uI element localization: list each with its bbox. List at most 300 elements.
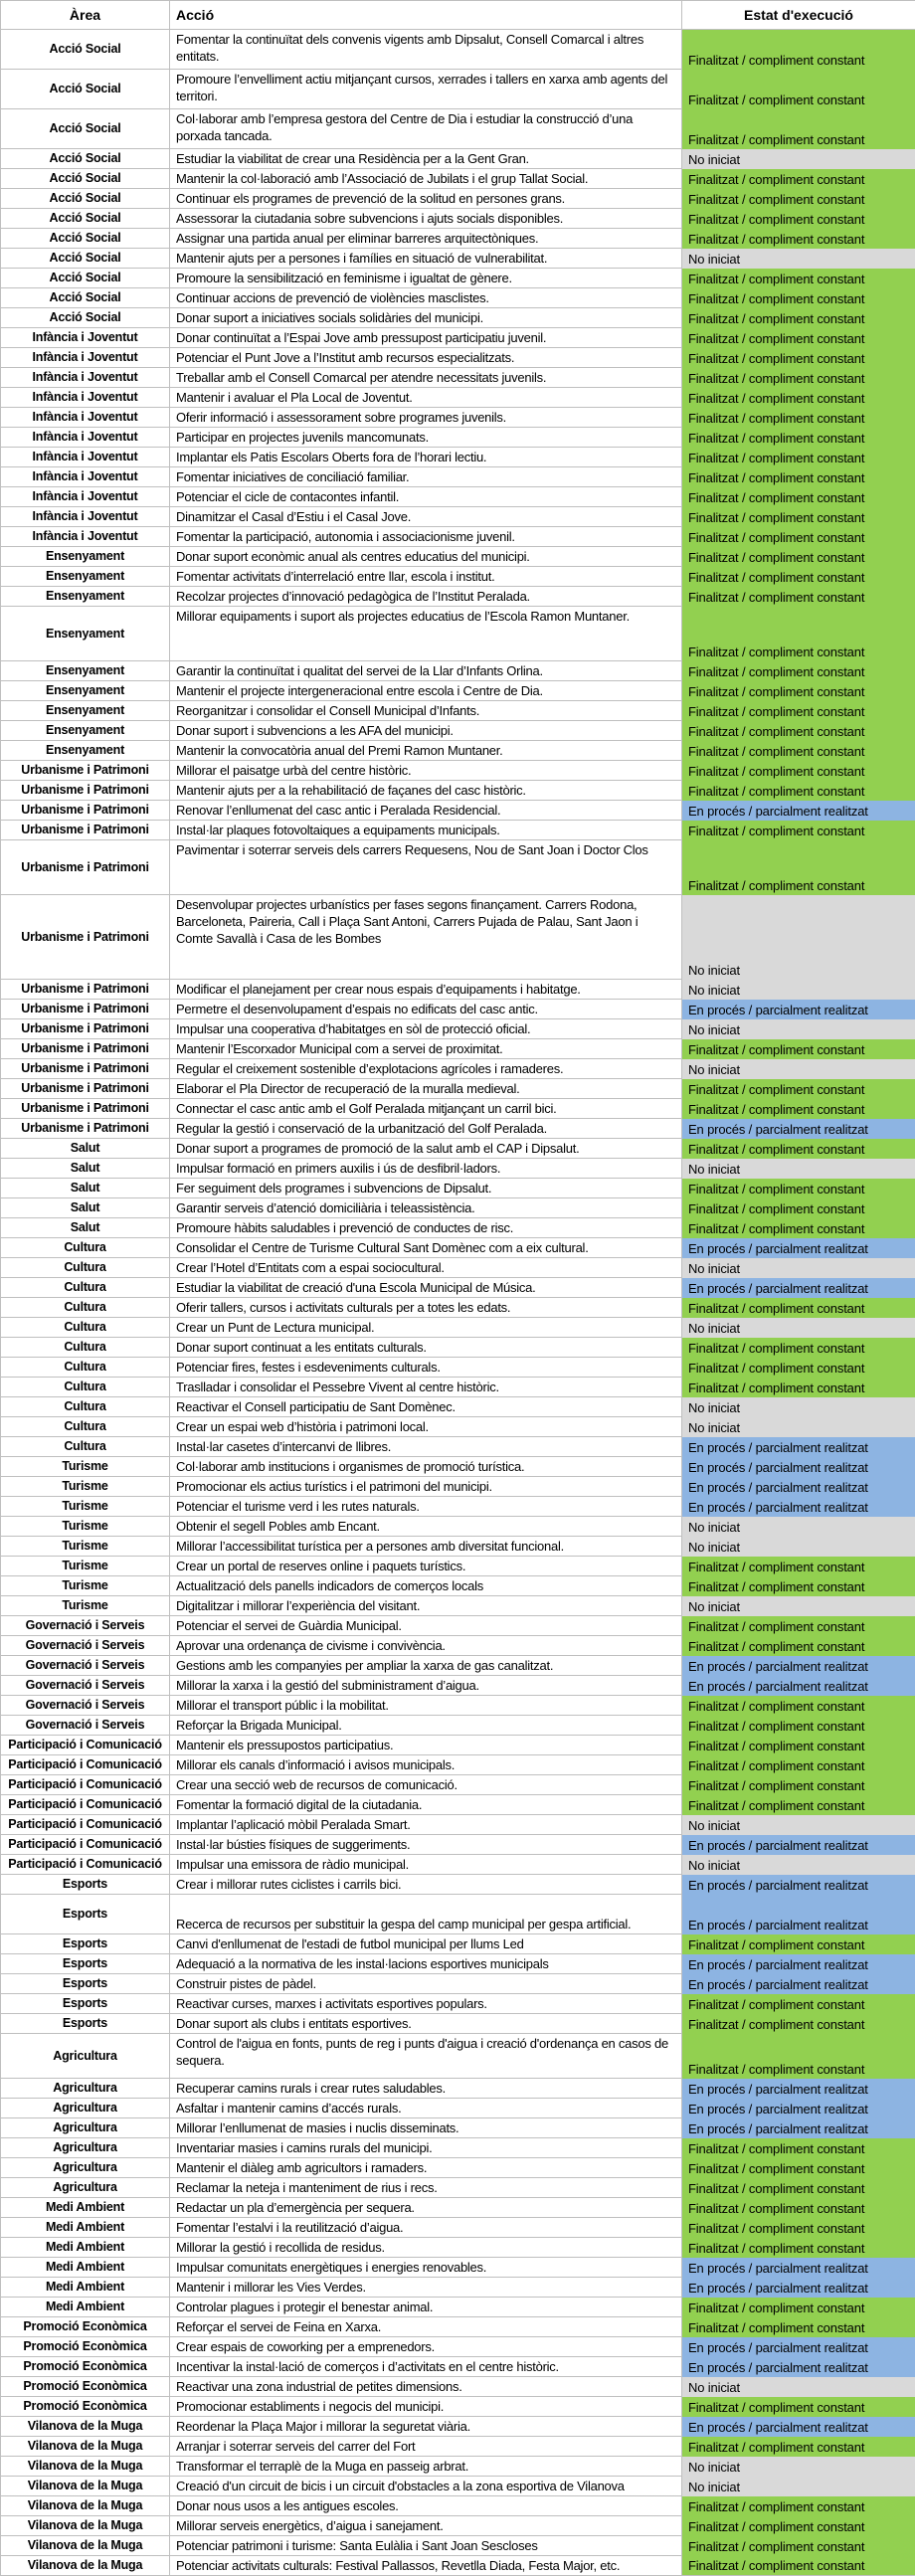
status-cell: Finalitzat / compliment constant: [682, 1378, 915, 1397]
table-row: [1, 1079, 915, 1099]
table-row: [1, 2536, 915, 2556]
status-cell: Finalitzat / compliment constant: [682, 547, 915, 567]
table-row: [1, 2516, 915, 2536]
status-cell: Finalitzat / compliment constant: [682, 2397, 915, 2417]
action-cell: Potenciar el turisme verd i les rutes naturals.: [170, 1497, 682, 1517]
status-cell: Finalitzat / compliment constant: [682, 1755, 915, 1775]
action-cell: Mantenir ajuts per a la rehabilitació de façanes del casc històric.: [170, 781, 682, 801]
action-cell: Modificar el planejament per crear nous espais d’equipaments i habitatge.: [170, 980, 682, 1000]
action-cell: Potenciar el Punt Jove a l’Institut amb recursos especialitzats.: [170, 348, 682, 368]
table-row: [1, 209, 915, 229]
action-cell: Dinamitzar el Casal d’Estiu i el Casal Jove.: [170, 507, 682, 527]
area-cell: Esports: [1, 1974, 170, 1994]
status-cell: Finalitzat / compliment constant: [682, 269, 915, 288]
table-row: [1, 328, 915, 348]
area-cell: Participació i Comunicació: [1, 1775, 170, 1795]
action-cell: Incentivar la instal·lació de comerços i d’activitats en el centre històric.: [170, 2357, 682, 2377]
area-cell: Cultura: [1, 1417, 170, 1437]
status-cell: Finalitzat / compliment constant: [682, 1338, 915, 1358]
table-row: [1, 249, 915, 269]
action-cell: Impulsar una emissora de ràdio municipal.: [170, 1855, 682, 1875]
area-cell: Infància i Joventut: [1, 467, 170, 487]
action-cell: Implantar l’aplicació mòbil Peralada Smart.: [170, 1815, 682, 1835]
action-cell: Mantenir la col·laboració amb l’Associació de Jubilats i el grup Tallat Social.: [170, 169, 682, 189]
area-cell: Vilanova de la Muga: [1, 2457, 170, 2477]
table-row: [1, 527, 915, 547]
status-cell: No iniciat: [682, 1318, 915, 1338]
status-cell: Finalitzat / compliment constant: [682, 1218, 915, 1238]
area-cell: Vilanova de la Muga: [1, 2496, 170, 2516]
status-cell: Finalitzat / compliment constant: [682, 2556, 915, 2576]
status-cell: Finalitzat / compliment constant: [682, 507, 915, 527]
area-cell: Medi Ambient: [1, 2298, 170, 2317]
area-cell: Salut: [1, 1218, 170, 1238]
status-cell: Finalitzat / compliment constant: [682, 70, 915, 109]
status-cell: No iniciat: [682, 249, 915, 269]
table-row: [1, 1517, 915, 1537]
action-cell: Adequació a la normativa de les instal·lacions esportives municipals: [170, 1954, 682, 1974]
action-cell: Digitalitzar i millorar l’experiència del visitant.: [170, 1596, 682, 1616]
table-row: [1, 547, 915, 567]
action-cell: Continuar accions de prevenció de violències masclistes.: [170, 288, 682, 308]
table-row: [1, 1557, 915, 1576]
area-cell: Infància i Joventut: [1, 348, 170, 368]
table-row: [1, 1318, 915, 1338]
table-row: [1, 741, 915, 761]
area-cell: Esports: [1, 1994, 170, 2014]
status-cell: Finalitzat / compliment constant: [682, 2437, 915, 2457]
area-cell: Governació i Serveis: [1, 1676, 170, 1696]
status-cell: Finalitzat / compliment constant: [682, 388, 915, 408]
status-cell: No iniciat: [682, 1596, 915, 1616]
area-cell: Acció Social: [1, 209, 170, 229]
table-row: [1, 408, 915, 428]
table-row: [1, 1238, 915, 1258]
status-cell: En procés / parcialment realitzat: [682, 1974, 915, 1994]
status-cell: No iniciat: [682, 2377, 915, 2397]
action-cell: Potenciar activitats culturals: Festival Pallassos, Revetlla Diada, Festa Major, etc.: [170, 2556, 682, 2576]
table-row: [1, 761, 915, 781]
status-cell: Finalitzat / compliment constant: [682, 2496, 915, 2516]
action-cell: Canvi d'enllumenat de l'estadi de futbol municipal per llums Led: [170, 1934, 682, 1954]
table-row: [1, 1616, 915, 1636]
area-cell: Infància i Joventut: [1, 448, 170, 467]
status-cell: Finalitzat / compliment constant: [682, 1139, 915, 1159]
area-cell: Promoció Econòmica: [1, 2397, 170, 2417]
area-cell: Turisme: [1, 1596, 170, 1616]
status-cell: Finalitzat / compliment constant: [682, 2034, 915, 2079]
action-cell: Fomentar activitats d’interrelació entre llar, escola i institut.: [170, 567, 682, 587]
table-row: [1, 701, 915, 721]
area-cell: Ensenyament: [1, 701, 170, 721]
action-cell: Potenciar el cicle de contacontes infantil.: [170, 487, 682, 507]
action-cell: Reorganitzar i consolidar el Consell Municipal d’Infants.: [170, 701, 682, 721]
area-cell: Infància i Joventut: [1, 428, 170, 448]
table-row: [1, 1895, 915, 1934]
table-row: [1, 2099, 915, 2118]
status-cell: Finalitzat / compliment constant: [682, 2014, 915, 2034]
table-row: [1, 1835, 915, 1855]
status-cell: Finalitzat / compliment constant: [682, 1636, 915, 1656]
status-cell: En procés / parcialment realitzat: [682, 1457, 915, 1477]
area-cell: Medi Ambient: [1, 2258, 170, 2278]
table-row: [1, 587, 915, 607]
action-cell: Col·laborar amb institucions i organismes de promoció turística.: [170, 1457, 682, 1477]
action-cell: Asfaltar i mantenir camins d’accés rurals.: [170, 2099, 682, 2118]
area-cell: Cultura: [1, 1358, 170, 1378]
table-row: [1, 109, 915, 149]
action-cell: Donar continuïtat a l’Espai Jove amb pressupost participatiu juvenil.: [170, 328, 682, 348]
area-cell: Cultura: [1, 1397, 170, 1417]
area-cell: Ensenyament: [1, 567, 170, 587]
status-cell: En procés / parcialment realitzat: [682, 801, 915, 821]
area-cell: Vilanova de la Muga: [1, 2516, 170, 2536]
table-row: [1, 1000, 915, 1019]
action-cell: Implantar els Patis Escolars Oberts fora de l’horari lectiu.: [170, 448, 682, 467]
action-cell: Assessorar la ciutadania sobre subvencions i ajuts socials disponibles.: [170, 209, 682, 229]
status-cell: Finalitzat / compliment constant: [682, 229, 915, 249]
action-cell: Crear i millorar rutes ciclistes i carrils bici.: [170, 1875, 682, 1895]
status-cell: En procés / parcialment realitzat: [682, 1875, 915, 1895]
table-row: [1, 721, 915, 741]
table-row: [1, 2198, 915, 2218]
table-row: [1, 2317, 915, 2337]
action-cell: Reactivar curses, marxes i activitats esportives populars.: [170, 1994, 682, 2014]
status-cell: Finalitzat / compliment constant: [682, 487, 915, 507]
status-cell: Finalitzat / compliment constant: [682, 1179, 915, 1198]
area-cell: Cultura: [1, 1437, 170, 1457]
action-cell: Garantir serveis d’atenció domiciliària i teleassistència.: [170, 1198, 682, 1218]
status-cell: No iniciat: [682, 1815, 915, 1835]
table-row: [1, 1934, 915, 1954]
status-cell: No iniciat: [682, 1397, 915, 1417]
area-cell: Cultura: [1, 1278, 170, 1298]
area-cell: Participació i Comunicació: [1, 1795, 170, 1815]
status-cell: No iniciat: [682, 1159, 915, 1179]
status-cell: Finalitzat / compliment constant: [682, 30, 915, 70]
area-cell: Infància i Joventut: [1, 368, 170, 388]
status-cell: En procés / parcialment realitzat: [682, 1278, 915, 1298]
table-row: [1, 1059, 915, 1079]
status-cell: Finalitzat / compliment constant: [682, 448, 915, 467]
area-cell: Participació i Comunicació: [1, 1736, 170, 1755]
area-cell: Urbanisme i Patrimoni: [1, 840, 170, 895]
table-row: [1, 70, 915, 109]
table-row: [1, 1179, 915, 1198]
status-cell: Finalitzat / compliment constant: [682, 288, 915, 308]
action-cell: Potenciar fires, festes i esdeveniments culturals.: [170, 1358, 682, 1378]
action-cell: Col·laborar amb l’empresa gestora del Centre de Dia i estudiar la construcció d’una porxada tancada.: [170, 109, 682, 149]
area-cell: Acció Social: [1, 269, 170, 288]
status-cell: En procés / parcialment realitzat: [682, 1238, 915, 1258]
area-cell: Salut: [1, 1159, 170, 1179]
status-cell: Finalitzat / compliment constant: [682, 1358, 915, 1378]
table-row: [1, 2357, 915, 2377]
table-row: [1, 288, 915, 308]
table-row: [1, 308, 915, 328]
status-cell: Finalitzat / compliment constant: [682, 428, 915, 448]
status-cell: Finalitzat / compliment constant: [682, 2536, 915, 2556]
area-cell: Turisme: [1, 1557, 170, 1576]
action-cell: Donar suport a programes de promoció de la salut amb el CAP i Dipsalut.: [170, 1139, 682, 1159]
area-cell: Vilanova de la Muga: [1, 2556, 170, 2576]
status-cell: En procés / parcialment realitzat: [682, 2337, 915, 2357]
action-cell: Estudiar la viabilitat de crear una Residència per a la Gent Gran.: [170, 149, 682, 169]
action-cell: Promoure l’envelliment actiu mitjançant cursos, xerrades i tallers en xarxa amb agents del territori.: [170, 70, 682, 109]
area-cell: Acció Social: [1, 70, 170, 109]
table-row: [1, 30, 915, 70]
status-cell: Finalitzat / compliment constant: [682, 587, 915, 607]
status-cell: Finalitzat / compliment constant: [682, 2198, 915, 2218]
area-cell: Medi Ambient: [1, 2198, 170, 2218]
status-cell: Finalitzat / compliment constant: [682, 1198, 915, 1218]
area-cell: Agricultura: [1, 2138, 170, 2158]
action-cell: Impulsar formació en primers auxilis i ús de desfibril·ladors.: [170, 1159, 682, 1179]
table-row: [1, 1258, 915, 1278]
action-cell: Donar nous usos a les antigues escoles.: [170, 2496, 682, 2516]
table-row: [1, 1378, 915, 1397]
status-cell: Finalitzat / compliment constant: [682, 467, 915, 487]
table-row: [1, 1676, 915, 1696]
area-cell: Urbanisme i Patrimoni: [1, 1059, 170, 1079]
status-cell: Finalitzat / compliment constant: [682, 741, 915, 761]
area-cell: Ensenyament: [1, 661, 170, 681]
status-cell: Finalitzat / compliment constant: [682, 1298, 915, 1318]
area-cell: Salut: [1, 1179, 170, 1198]
action-cell: Inventariar masies i camins rurals del municipi.: [170, 2138, 682, 2158]
area-cell: Vilanova de la Muga: [1, 2417, 170, 2437]
action-cell: Reactivar el Consell participatiu de Sant Domènec.: [170, 1397, 682, 1417]
table-row: [1, 2457, 915, 2477]
action-cell: Renovar l’enllumenat del casc antic i Peralada Residencial.: [170, 801, 682, 821]
status-cell: En procés / parcialment realitzat: [682, 1000, 915, 1019]
action-cell: Fomentar la participació, autonomia i associacionisme juvenil.: [170, 527, 682, 547]
table-row: [1, 1457, 915, 1477]
status-cell: Finalitzat / compliment constant: [682, 308, 915, 328]
area-cell: Turisme: [1, 1537, 170, 1557]
status-cell: Finalitzat / compliment constant: [682, 209, 915, 229]
table-row: [1, 428, 915, 448]
action-cell: Instal·lar plaques fotovoltaiques a equipaments municipals.: [170, 821, 682, 840]
status-cell: En procés / parcialment realitzat: [682, 1119, 915, 1139]
status-cell: Finalitzat / compliment constant: [682, 1079, 915, 1099]
table-row: [1, 1954, 915, 1974]
area-cell: Promoció Econòmica: [1, 2337, 170, 2357]
area-cell: Participació i Comunicació: [1, 1755, 170, 1775]
table-row: [1, 821, 915, 840]
area-cell: Ensenyament: [1, 607, 170, 661]
area-cell: Infància i Joventut: [1, 328, 170, 348]
area-cell: Cultura: [1, 1298, 170, 1318]
status-cell: No iniciat: [682, 2477, 915, 2496]
area-cell: Infància i Joventut: [1, 527, 170, 547]
action-cell: Potenciar patrimoni i turisme: Santa Eulàlia i Sant Joan Sescloses: [170, 2536, 682, 2556]
action-cell: Garantir la continuïtat i qualitat del servei de la Llar d’Infants Orlina.: [170, 661, 682, 681]
action-cell: Reordenar la Plaça Major i millorar la seguretat viària.: [170, 2417, 682, 2437]
area-cell: Urbanisme i Patrimoni: [1, 1099, 170, 1119]
action-cell: Continuar els programes de prevenció de la solitud en persones grans.: [170, 189, 682, 209]
table-row: [1, 1755, 915, 1775]
status-cell: Finalitzat / compliment constant: [682, 169, 915, 189]
table-row: [1, 388, 915, 408]
action-cell: Obtenir el segell Pobles amb Encant.: [170, 1517, 682, 1537]
action-cell: Millorar l’accessibilitat turística per a persones amb diversitat funcional.: [170, 1537, 682, 1557]
action-cell: Permetre el desenvolupament d’espais no edificats del casc antic.: [170, 1000, 682, 1019]
table-row: [1, 1596, 915, 1616]
status-cell: En procés / parcialment realitzat: [682, 2258, 915, 2278]
status-cell: Finalitzat / compliment constant: [682, 840, 915, 895]
status-cell: En procés / parcialment realitzat: [682, 2118, 915, 2138]
area-cell: Promoció Econòmica: [1, 2317, 170, 2337]
status-cell: En procés / parcialment realitzat: [682, 1477, 915, 1497]
area-cell: Agricultura: [1, 2099, 170, 2118]
status-cell: Finalitzat / compliment constant: [682, 2218, 915, 2238]
status-cell: Finalitzat / compliment constant: [682, 2516, 915, 2536]
area-cell: Governació i Serveis: [1, 1616, 170, 1636]
header-row: [1, 1, 915, 30]
status-cell: En procés / parcialment realitzat: [682, 2417, 915, 2437]
table-row: [1, 2178, 915, 2198]
area-cell: Medi Ambient: [1, 2238, 170, 2258]
table-row: [1, 1119, 915, 1139]
table-row: [1, 2218, 915, 2238]
status-cell: En procés / parcialment realitzat: [682, 2099, 915, 2118]
table-row: [1, 1159, 915, 1179]
status-cell: En procés / parcialment realitzat: [682, 1437, 915, 1457]
action-cell: Redactar un pla d’emergència per sequera.: [170, 2198, 682, 2218]
area-cell: Agricultura: [1, 2118, 170, 2138]
area-cell: Vilanova de la Muga: [1, 2437, 170, 2457]
status-cell: Finalitzat / compliment constant: [682, 348, 915, 368]
table-row: [1, 681, 915, 701]
action-cell: Instal·lar bústies físiques de suggeriments.: [170, 1835, 682, 1855]
area-cell: Infància i Joventut: [1, 388, 170, 408]
status-cell: No iniciat: [682, 980, 915, 1000]
status-cell: Finalitzat / compliment constant: [682, 1576, 915, 1596]
area-cell: Urbanisme i Patrimoni: [1, 980, 170, 1000]
action-cell: Oferir informació i assessorament sobre programes juvenils.: [170, 408, 682, 428]
area-cell: Infància i Joventut: [1, 408, 170, 428]
status-cell: En procés / parcialment realitzat: [682, 1497, 915, 1517]
status-cell: Finalitzat / compliment constant: [682, 661, 915, 681]
status-cell: En procés / parcialment realitzat: [682, 2278, 915, 2298]
table-row: [1, 1099, 915, 1119]
action-cell: Millorar la gestió i recollida de residus.: [170, 2238, 682, 2258]
status-cell: No iniciat: [682, 2457, 915, 2477]
table-row: [1, 781, 915, 801]
table-row: [1, 2258, 915, 2278]
header-status: Estat d'execució: [682, 1, 915, 30]
status-cell: Finalitzat / compliment constant: [682, 2178, 915, 2198]
status-cell: Finalitzat / compliment constant: [682, 2138, 915, 2158]
area-cell: Cultura: [1, 1258, 170, 1278]
action-cell: Arranjar i soterrar serveis del carrer del Fort: [170, 2437, 682, 2457]
area-cell: Participació i Comunicació: [1, 1815, 170, 1835]
table-row: [1, 2337, 915, 2357]
area-cell: Ensenyament: [1, 547, 170, 567]
area-cell: Governació i Serveis: [1, 1696, 170, 1716]
table-row: [1, 1397, 915, 1417]
area-cell: Acció Social: [1, 149, 170, 169]
table-row: [1, 507, 915, 527]
area-cell: Urbanisme i Patrimoni: [1, 761, 170, 781]
area-cell: Urbanisme i Patrimoni: [1, 781, 170, 801]
table-row: [1, 1537, 915, 1557]
action-cell: Traslladar i consolidar el Pessebre Vivent al centre històric.: [170, 1378, 682, 1397]
area-cell: Turisme: [1, 1457, 170, 1477]
action-cell: Crear una secció web de recursos de comunicació.: [170, 1775, 682, 1795]
area-cell: Esports: [1, 1895, 170, 1934]
status-cell: Finalitzat / compliment constant: [682, 1696, 915, 1716]
action-cell: Crear un portal de reserves online i paquets turístics.: [170, 1557, 682, 1576]
area-cell: Vilanova de la Muga: [1, 2477, 170, 2496]
status-cell: Finalitzat / compliment constant: [682, 567, 915, 587]
area-cell: Salut: [1, 1198, 170, 1218]
area-cell: Infància i Joventut: [1, 507, 170, 527]
action-cell: Impulsar una cooperativa d’habitatges en sòl de protecció oficial.: [170, 1019, 682, 1039]
table-row: [1, 1139, 915, 1159]
action-cell: Mantenir la convocatòria anual del Premi Ramon Muntaner.: [170, 741, 682, 761]
table-row: [1, 1576, 915, 1596]
action-cell: Mantenir el diàleg amb agricultors i ramaders.: [170, 2158, 682, 2178]
table-row: [1, 368, 915, 388]
table-row: [1, 448, 915, 467]
table-row: [1, 1477, 915, 1497]
status-cell: Finalitzat / compliment constant: [682, 1775, 915, 1795]
area-cell: Acció Social: [1, 30, 170, 70]
table-row: [1, 2496, 915, 2516]
action-cell: Crear un Punt de Lectura municipal.: [170, 1318, 682, 1338]
table-row: [1, 2298, 915, 2317]
area-cell: Infància i Joventut: [1, 487, 170, 507]
table-row: [1, 1437, 915, 1457]
table-row: [1, 1815, 915, 1835]
status-cell: Finalitzat / compliment constant: [682, 721, 915, 741]
action-cell: Promocionar els actius turístics i el patrimoni del municipi.: [170, 1477, 682, 1497]
status-cell: No iniciat: [682, 1019, 915, 1039]
action-cell: Reclamar la neteja i manteniment de rius i recs.: [170, 2178, 682, 2198]
area-cell: Acció Social: [1, 249, 170, 269]
action-cell: Oferir tallers, cursos i activitats culturals per a totes les edats.: [170, 1298, 682, 1318]
action-cell: Pavimentar i soterrar serveis dels carrers Requesens, Nou de Sant Joan i Doctor Clos: [170, 840, 682, 895]
table-row: [1, 1696, 915, 1716]
action-cell: Recuperar camins rurals i crear rutes saludables.: [170, 2079, 682, 2099]
table-row: [1, 2079, 915, 2099]
status-cell: No iniciat: [682, 1517, 915, 1537]
area-cell: Participació i Comunicació: [1, 1855, 170, 1875]
table-row: [1, 1795, 915, 1815]
action-cell: Millorar equipaments i suport als projectes educatius de l’Escola Ramon Muntaner.: [170, 607, 682, 661]
status-cell: Finalitzat / compliment constant: [682, 781, 915, 801]
table-row: [1, 661, 915, 681]
status-cell: Finalitzat / compliment constant: [682, 189, 915, 209]
area-cell: Urbanisme i Patrimoni: [1, 1019, 170, 1039]
status-cell: Finalitzat / compliment constant: [682, 1557, 915, 1576]
area-cell: Esports: [1, 2014, 170, 2034]
table-row: [1, 2556, 915, 2576]
action-cell: Impulsar comunitats energètiques i energies renovables.: [170, 2258, 682, 2278]
table-row: [1, 2377, 915, 2397]
table-row: [1, 2158, 915, 2178]
status-cell: En procés / parcialment realitzat: [682, 1895, 915, 1934]
status-cell: Finalitzat / compliment constant: [682, 701, 915, 721]
area-cell: Medi Ambient: [1, 2218, 170, 2238]
action-cell: Crear un espai web d’història i patrimoni local.: [170, 1417, 682, 1437]
status-cell: En procés / parcialment realitzat: [682, 2357, 915, 2377]
area-cell: Acció Social: [1, 308, 170, 328]
area-cell: Acció Social: [1, 229, 170, 249]
table-row: [1, 487, 915, 507]
